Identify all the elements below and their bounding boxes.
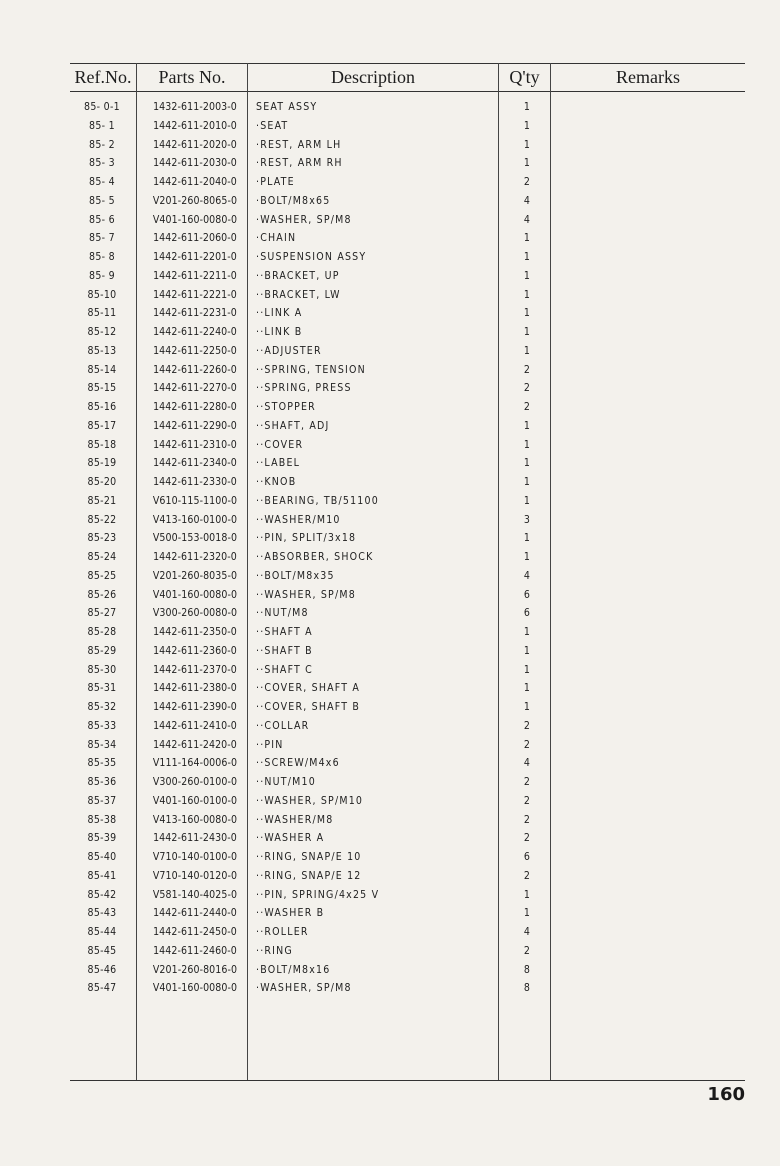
page-number: 160: [707, 1084, 745, 1105]
ref-no-cell: 85-46: [87, 963, 117, 976]
description-cell: ··KNOB: [256, 476, 297, 488]
parts-no-cell: 1442-611-2340-0: [153, 457, 237, 470]
parts-table-body: [0, 98, 780, 998]
parts-no-cell: 1442-611-2380-0: [153, 682, 237, 695]
ref-no-cell: 85-34: [87, 738, 117, 751]
qty-cell: 2: [523, 363, 531, 376]
ref-no-cell: 85- 0-1: [84, 101, 120, 113]
description-cell: ··LABEL: [256, 457, 301, 470]
description-cell: ·BOLT/M8x16: [256, 963, 331, 976]
qty-cell: 1: [523, 438, 531, 451]
ref-no-cell: 85- 9: [89, 269, 115, 282]
parts-no-cell: 1442-611-2030-0: [153, 157, 237, 170]
parts-no-cell: 1442-611-2290-0: [153, 419, 237, 432]
table-row: [0, 586, 780, 605]
ref-no-cell: 85-42: [87, 888, 117, 901]
parts-no-cell: V710-140-0100-0: [152, 851, 238, 863]
qty-cell: 6: [523, 588, 531, 601]
parts-no-cell: 1432-611-2003-0: [153, 101, 237, 113]
table-row: [0, 736, 780, 755]
table-row: [0, 717, 780, 736]
ref-no-cell: 85-44: [87, 926, 117, 938]
ref-no-cell: 85- 2: [89, 138, 115, 151]
table-row: [0, 811, 780, 830]
qty-cell: 1: [523, 907, 531, 920]
parts-no-cell: V500-153-0018-0: [152, 532, 238, 545]
qty-cell: 8: [523, 982, 531, 995]
description-cell: ··BEARING, TB/51100: [256, 494, 379, 507]
parts-no-cell: V401-160-0080-0: [152, 588, 238, 601]
qty-cell: 1: [523, 307, 531, 320]
description-cell: ··LINK B: [256, 326, 303, 338]
qty-cell: 2: [523, 794, 531, 807]
qty-cell: 6: [523, 607, 531, 620]
qty-cell: 2: [523, 776, 531, 788]
ref-no-cell: 85-25: [87, 569, 117, 582]
ref-no-cell: 85-18: [87, 438, 117, 451]
parts-no-cell: 1442-611-2460-0: [153, 944, 237, 957]
description-cell: ·REST, ARM LH: [256, 138, 342, 151]
ref-no-cell: 85-13: [87, 344, 117, 357]
description-cell: ··WASHER, SP/M10: [256, 794, 364, 807]
qty-cell: 4: [523, 569, 531, 582]
table-row: [0, 679, 780, 698]
table-row: [0, 398, 780, 417]
description-cell: ··ADJUSTER: [256, 344, 322, 357]
ref-no-cell: 85-35: [87, 757, 117, 770]
table-row: [0, 192, 780, 211]
parts-no-cell: 1442-611-2010-0: [153, 119, 237, 132]
ref-no-cell: 85- 1: [89, 119, 115, 132]
qty-cell: 2: [523, 738, 531, 751]
qty-cell: 1: [523, 119, 531, 132]
parts-no-cell: 1442-611-2231-0: [153, 307, 237, 320]
qty-cell: 1: [523, 682, 531, 695]
description-cell: ·SEAT: [256, 119, 289, 132]
parts-no-cell: 1442-611-2410-0: [153, 719, 237, 732]
ref-no-cell: 85-37: [87, 794, 117, 807]
description-cell: ··SCREW/M4x6: [256, 757, 340, 770]
parts-no-cell: V401-160-0080-0: [152, 213, 238, 226]
qty-cell: 2: [523, 944, 531, 957]
parts-no-cell: 1442-611-2310-0: [153, 438, 237, 451]
table-row: [0, 304, 780, 323]
ref-no-cell: 85-17: [87, 419, 117, 432]
table-row: [0, 417, 780, 436]
parts-no-cell: V610-115-1100-0: [152, 494, 238, 507]
table-row: [0, 267, 780, 286]
description-cell: ·PLATE: [256, 176, 295, 188]
table-row: [0, 511, 780, 530]
description-cell: ··WASHER A: [256, 832, 325, 845]
parts-no-cell: 1442-611-2221-0: [153, 288, 237, 301]
qty-cell: 1: [523, 532, 531, 545]
description-cell: ··WASHER/M8: [256, 813, 334, 826]
description-cell: ·REST, ARM RH: [256, 157, 343, 170]
description-cell: ··WASHER, SP/M8: [256, 588, 356, 601]
qty-cell: 2: [523, 176, 531, 188]
description-cell: ··SHAFT C: [256, 663, 313, 676]
ref-no-cell: 85-21: [87, 494, 117, 507]
table-row: [0, 979, 780, 998]
ref-no-cell: 85- 7: [89, 232, 115, 245]
qty-cell: 3: [523, 513, 531, 526]
ref-no-cell: 85-43: [87, 907, 117, 920]
qty-cell: 1: [523, 157, 531, 170]
parts-no-cell: 1442-611-2450-0: [153, 926, 237, 938]
parts-no-cell: V111-164-0006-0: [152, 757, 238, 770]
ref-no-cell: 85-10: [87, 288, 117, 301]
table-row: [0, 661, 780, 680]
ref-no-cell: 85-32: [87, 701, 117, 713]
table-row: [0, 754, 780, 773]
ref-no-cell: 85-45: [87, 944, 117, 957]
description-cell: ··COLLAR: [256, 719, 310, 732]
header-remarks: Remarks: [616, 67, 680, 87]
table-row: [0, 286, 780, 305]
table-row: [0, 173, 780, 192]
parts-no-cell: 1442-611-2350-0: [153, 626, 237, 638]
table-row: [0, 642, 780, 661]
table-row: [0, 229, 780, 248]
qty-cell: 4: [523, 213, 531, 226]
parts-no-cell: 1442-611-2370-0: [153, 663, 237, 676]
parts-no-cell: V300-260-0100-0: [152, 776, 238, 788]
table-row: [0, 473, 780, 492]
ref-no-cell: 85-19: [87, 457, 117, 470]
header-qty: Q'ty: [509, 67, 540, 87]
description-cell: ··SHAFT B: [256, 644, 313, 657]
description-cell: ··PIN, SPLIT/3x18: [256, 532, 357, 545]
parts-no-cell: 1442-611-2060-0: [153, 232, 237, 245]
ref-no-cell: 85-33: [87, 719, 117, 732]
description-cell: ·WASHER, SP/M8: [256, 982, 352, 995]
table-row: [0, 773, 780, 792]
description-cell: ··COVER, SHAFT A: [256, 682, 361, 695]
table-row: [0, 792, 780, 811]
parts-no-cell: V201-260-8065-0: [152, 194, 238, 207]
ref-no-cell: 85-28: [87, 626, 117, 638]
table-row: [0, 361, 780, 380]
ref-no-cell: 85-41: [87, 869, 117, 882]
parts-no-cell: 1442-611-2260-0: [153, 363, 237, 376]
parts-no-cell: 1442-611-2320-0: [153, 551, 237, 563]
table-row: [0, 623, 780, 642]
table-row: [0, 904, 780, 923]
parts-no-cell: 1442-611-2211-0: [153, 269, 237, 282]
description-cell: ··PIN: [256, 738, 284, 751]
description-cell: ··RING, SNAP/E 10: [256, 851, 362, 863]
table-row: [0, 567, 780, 586]
table-row: [0, 436, 780, 455]
qty-cell: 1: [523, 626, 531, 638]
ref-no-cell: 85-15: [87, 382, 117, 395]
qty-cell: 1: [523, 232, 531, 245]
table-row: [0, 529, 780, 548]
table-row: [0, 942, 780, 961]
description-cell: ··BOLT/M8x35: [256, 569, 335, 582]
description-cell: ·CHAIN: [256, 232, 297, 245]
qty-cell: 1: [523, 888, 531, 901]
parts-no-cell: 1442-611-2330-0: [153, 476, 237, 488]
qty-cell: 1: [523, 101, 531, 113]
ref-no-cell: 85-36: [87, 776, 117, 788]
description-cell: ··RING: [256, 944, 293, 957]
parts-no-cell: 1442-611-2360-0: [153, 644, 237, 657]
table-row: [0, 379, 780, 398]
ref-no-cell: 85-14: [87, 363, 117, 376]
parts-no-cell: V300-260-0080-0: [152, 607, 238, 620]
description-cell: ··WASHER B: [256, 907, 325, 920]
qty-cell: 8: [523, 963, 531, 976]
description-cell: ··ABSORBER, SHOCK: [256, 551, 374, 563]
table-row: [0, 211, 780, 230]
qty-cell: 1: [523, 663, 531, 676]
qty-cell: 6: [523, 851, 531, 863]
parts-no-cell: 1442-611-2201-0: [153, 251, 237, 263]
qty-cell: 1: [523, 344, 531, 357]
parts-no-cell: 1442-611-2280-0: [153, 401, 237, 413]
description-cell: ··COVER, SHAFT B: [256, 701, 361, 713]
parts-no-cell: 1442-611-2250-0: [153, 344, 237, 357]
description-cell: ··SPRING, TENSION: [256, 363, 366, 376]
table-row: [0, 136, 780, 155]
table-row: [0, 548, 780, 567]
ref-no-cell: 85-26: [87, 588, 117, 601]
parts-no-cell: V401-160-0100-0: [152, 794, 238, 807]
description-cell: ··LINK A: [256, 307, 303, 320]
qty-cell: 4: [523, 194, 531, 207]
table-row: [0, 248, 780, 267]
table-row: [0, 323, 780, 342]
qty-cell: 1: [523, 419, 531, 432]
description-cell: ·SUSPENSION ASSY: [256, 251, 367, 263]
parts-no-cell: 1442-611-2420-0: [153, 738, 237, 751]
table-bottom-rule: [70, 1080, 745, 1081]
description-cell: ··BRACKET, LW: [256, 288, 341, 301]
ref-no-cell: 85- 6: [89, 213, 115, 226]
ref-no-cell: 85-24: [87, 551, 117, 563]
qty-cell: 2: [523, 719, 531, 732]
table-row: [0, 698, 780, 717]
ref-no-cell: 85-29: [87, 644, 117, 657]
description-cell: ··SHAFT, ADJ: [256, 419, 330, 432]
qty-cell: 4: [523, 757, 531, 770]
header-bottom-rule: [70, 91, 745, 92]
description-cell: ··BRACKET, UP: [256, 269, 340, 282]
table-row: [0, 604, 780, 623]
qty-cell: 4: [523, 926, 531, 938]
description-cell: ·BOLT/M8x65: [256, 194, 331, 207]
table-row: [0, 923, 780, 942]
qty-cell: 1: [523, 476, 531, 488]
ref-no-cell: 85-47: [87, 982, 117, 995]
qty-cell: 2: [523, 813, 531, 826]
ref-no-cell: 85-30: [87, 663, 117, 676]
qty-cell: 2: [523, 401, 531, 413]
ref-no-cell: 85- 8: [89, 251, 115, 263]
qty-cell: 1: [523, 457, 531, 470]
qty-cell: 1: [523, 494, 531, 507]
description-cell: ··RING, SNAP/E 12: [256, 869, 362, 882]
description-cell: ··COVER: [256, 438, 304, 451]
parts-no-cell: V201-260-8016-0: [152, 963, 238, 976]
parts-no-cell: 1442-611-2020-0: [153, 138, 237, 151]
table-row: [0, 117, 780, 136]
qty-cell: 2: [523, 382, 531, 395]
description-cell: ·WASHER, SP/M8: [256, 213, 352, 226]
ref-no-cell: 85- 5: [89, 194, 115, 207]
qty-cell: 1: [523, 138, 531, 151]
qty-cell: 1: [523, 326, 531, 338]
description-cell: ··STOPPER: [256, 401, 316, 413]
description-cell: ··ROLLER: [256, 926, 309, 938]
ref-no-cell: 85-16: [87, 401, 117, 413]
table-row: [0, 98, 780, 117]
ref-no-cell: 85-22: [87, 513, 117, 526]
ref-no-cell: 85- 3: [89, 157, 115, 170]
description-cell: ··NUT/M10: [256, 776, 316, 788]
parts-no-cell: V401-160-0080-0: [152, 982, 238, 995]
parts-no-cell: 1442-611-2270-0: [153, 382, 237, 395]
ref-no-cell: 85-20: [87, 476, 117, 488]
qty-cell: 1: [523, 251, 531, 263]
header-description: Description: [331, 67, 415, 87]
ref-no-cell: 85-39: [87, 832, 117, 845]
description-cell: ··SHAFT A: [256, 626, 313, 638]
ref-no-cell: 85-11: [87, 307, 117, 320]
description-cell: SEAT ASSY: [256, 101, 318, 113]
ref-no-cell: 85-12: [87, 326, 117, 338]
parts-no-cell: V413-160-0100-0: [152, 513, 238, 526]
qty-cell: 2: [523, 832, 531, 845]
parts-no-cell: 1442-611-2430-0: [153, 832, 237, 845]
table-row: [0, 886, 780, 905]
description-cell: ··SPRING, PRESS: [256, 382, 352, 395]
ref-no-cell: 85-23: [87, 532, 117, 545]
description-cell: ··NUT/M8: [256, 607, 309, 620]
qty-cell: 1: [523, 551, 531, 563]
table-row: [0, 342, 780, 361]
qty-cell: 1: [523, 269, 531, 282]
parts-no-cell: V581-140-4025-0: [152, 888, 238, 901]
ref-no-cell: 85- 4: [89, 176, 115, 188]
table-row: [0, 154, 780, 173]
parts-no-cell: 1442-611-2440-0: [153, 907, 237, 920]
table-row: [0, 867, 780, 886]
table-row: [0, 961, 780, 980]
header-parts-no: Parts No.: [158, 67, 226, 87]
parts-no-cell: V710-140-0120-0: [152, 869, 238, 882]
parts-no-cell: 1442-611-2240-0: [153, 326, 237, 338]
parts-no-cell: 1442-611-2040-0: [153, 176, 237, 188]
qty-cell: 2: [523, 869, 531, 882]
ref-no-cell: 85-40: [87, 851, 117, 863]
table-row: [0, 829, 780, 848]
table-row: [0, 492, 780, 511]
header-ref-no: Ref.No.: [74, 67, 132, 87]
table-row: [0, 848, 780, 867]
ref-no-cell: 85-31: [87, 682, 117, 695]
qty-cell: 1: [523, 644, 531, 657]
description-cell: ··PIN, SPRING/4x25 V: [256, 888, 380, 901]
parts-no-cell: 1442-611-2390-0: [153, 701, 237, 713]
description-cell: ··WASHER/M10: [256, 513, 341, 526]
parts-no-cell: V201-260-8035-0: [152, 569, 238, 582]
parts-no-cell: V413-160-0080-0: [152, 813, 238, 826]
ref-no-cell: 85-27: [87, 607, 117, 620]
qty-cell: 1: [523, 288, 531, 301]
qty-cell: 1: [523, 701, 531, 713]
table-row: [0, 454, 780, 473]
ref-no-cell: 85-38: [87, 813, 117, 826]
